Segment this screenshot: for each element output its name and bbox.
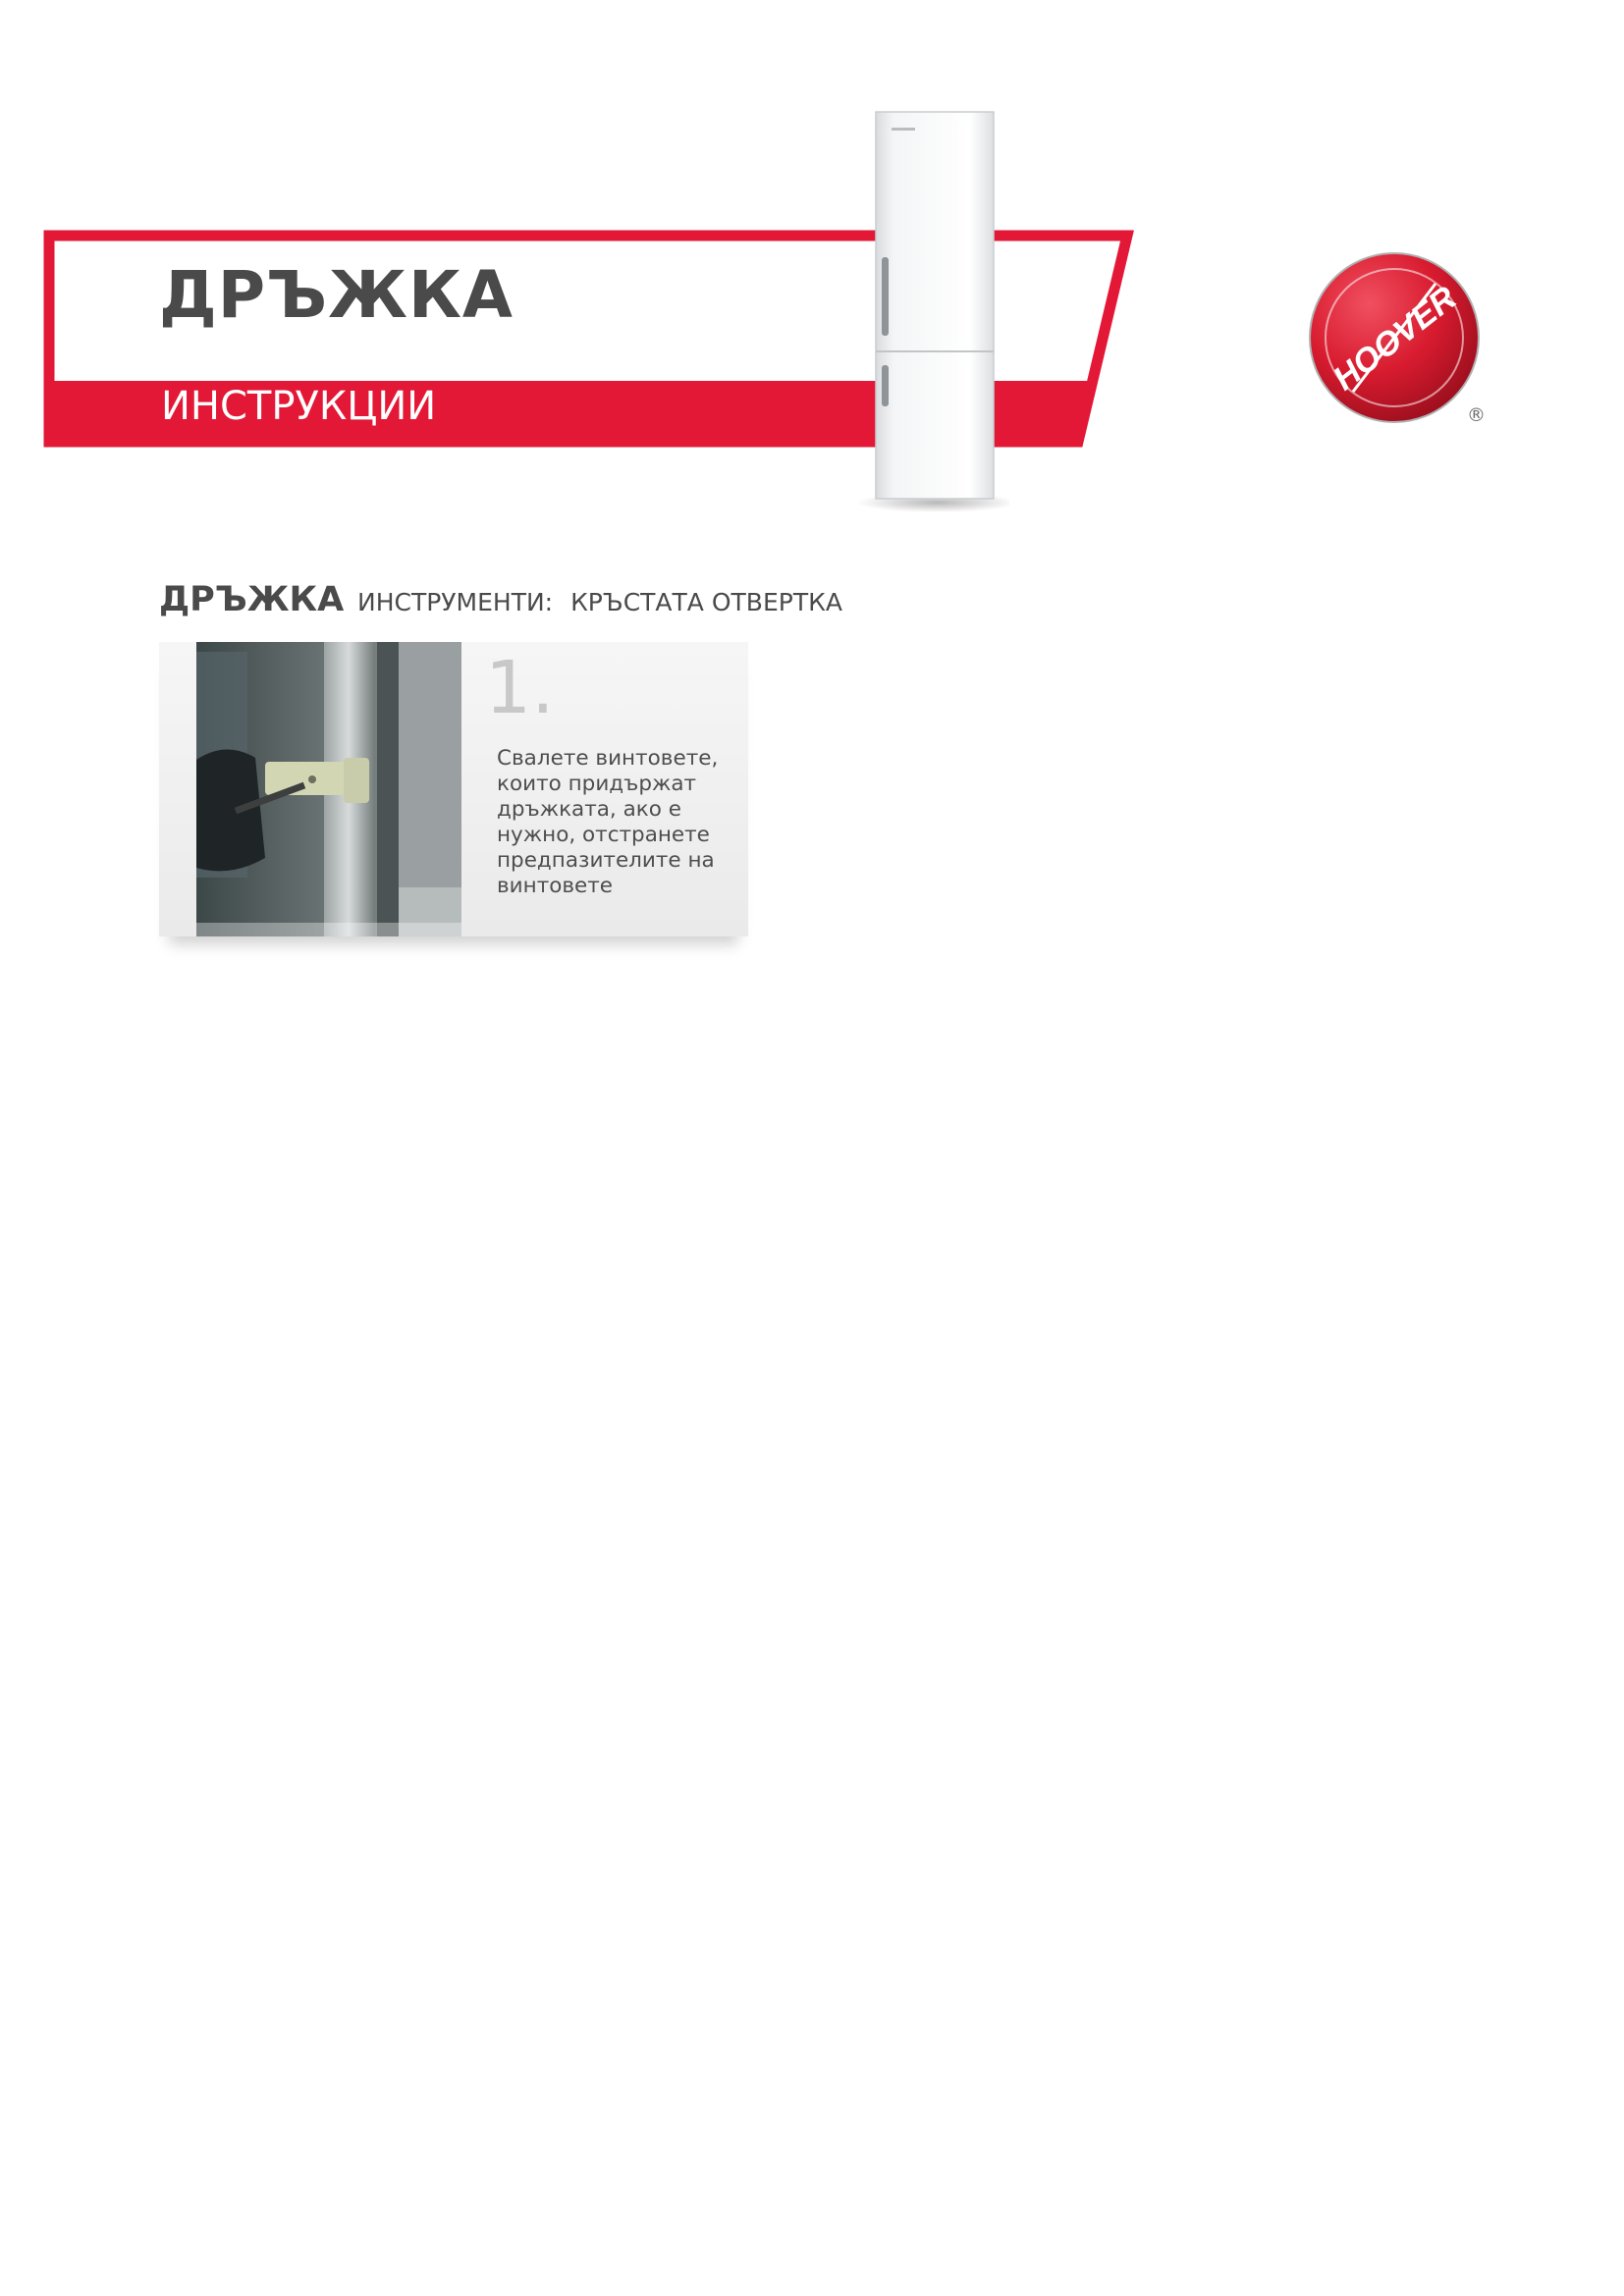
page-subtitle: ИНСТРУКЦИИ bbox=[161, 384, 437, 429]
step-instruction: Свалете винтовете, които придържат дръжката, ако е нужно, отстранете предпазителите на винтовете bbox=[497, 746, 719, 898]
page-title: ДРЪЖКА bbox=[159, 257, 514, 333]
step-photo bbox=[196, 642, 461, 936]
step-number: 1. bbox=[485, 646, 555, 730]
step-card bbox=[159, 642, 748, 936]
refrigerator-image bbox=[852, 106, 1009, 518]
hoover-logo bbox=[1306, 249, 1483, 426]
tools-line bbox=[357, 590, 842, 614]
tools-label: ИНСТРУМЕНТИ: bbox=[357, 588, 554, 616]
section-title: ДРЪЖКА bbox=[159, 580, 345, 619]
registered-mark: ® bbox=[1467, 404, 1486, 426]
tools-value: КРЪСТАТА ОТВЕРТКА bbox=[570, 588, 842, 616]
